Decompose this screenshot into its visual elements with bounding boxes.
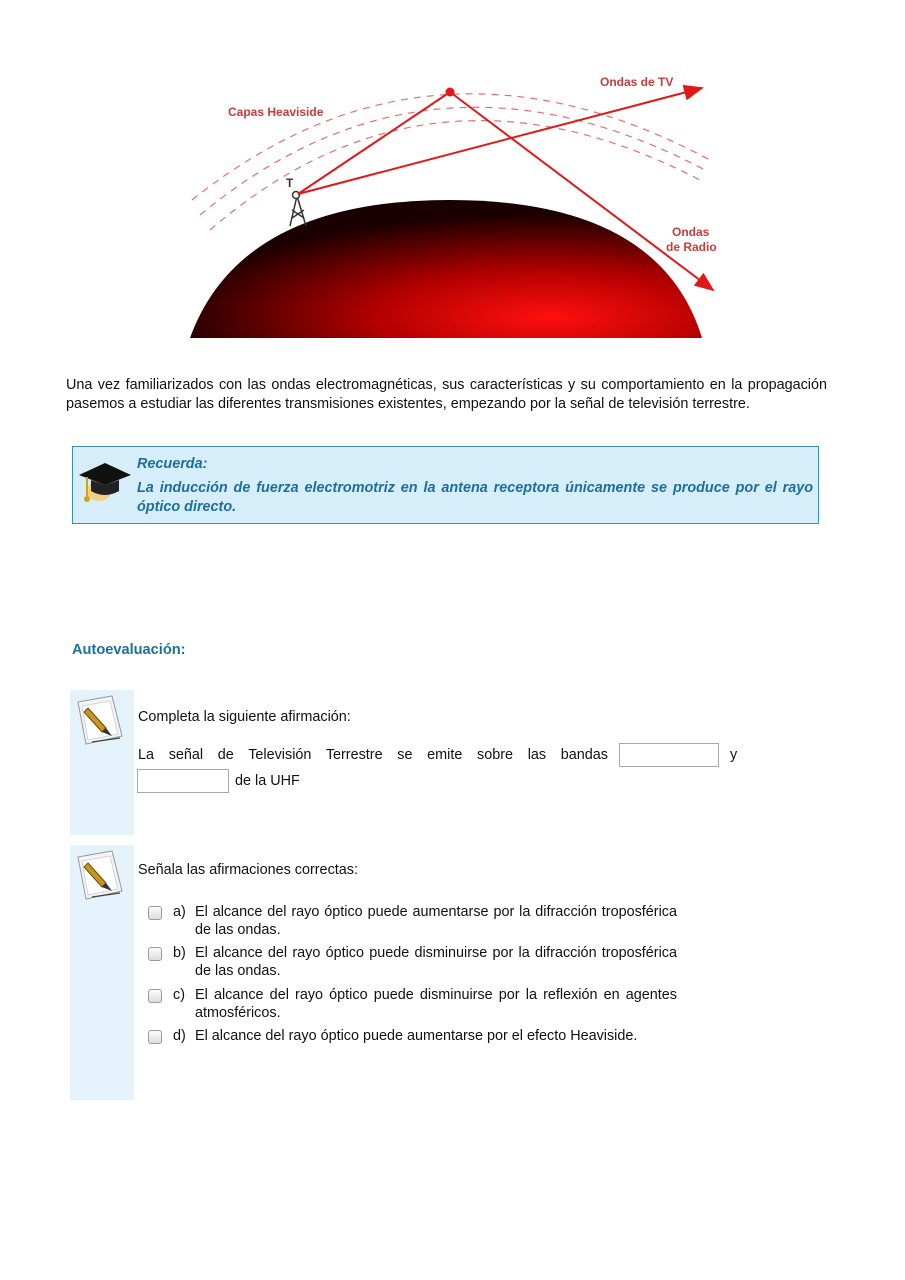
callout-text: La inducción de fuerza electromotriz en la antena receptora únicamente se produce por el rayo óptico directo. — [137, 480, 813, 515]
option-letter: b) — [173, 945, 186, 961]
question-1-sidebar — [70, 690, 134, 835]
callout-title: Recuerda: — [137, 456, 208, 472]
option-b-checkbox[interactable] — [148, 947, 162, 961]
intro-paragraph: Una vez familiarizados con las ondas electromagnéticas, sus características y su comportamiento en la propagación pasemos a estudiar las diferentes transmisiones existentes, empezando por la señal de televisión terrestre. — [66, 377, 827, 412]
heaviside-label: Capas Heaviside — [228, 105, 324, 119]
question-1-instruction: Completa la siguiente afirmación: — [138, 709, 351, 725]
radio-waves-label-line2: de Radio — [666, 240, 717, 254]
question-1-sentence-part1: La señal de Televisión Terrestre se emite sobre las bandas — [138, 747, 608, 763]
pen-paper-icon — [72, 847, 130, 905]
question-2-sidebar — [70, 845, 134, 1100]
option-text: El alcance del rayo óptico puede disminuirse por la difracción troposférica de las ondas. — [195, 945, 677, 979]
graduation-cap-icon — [77, 453, 133, 513]
option-text: El alcance del rayo óptico puede aumentarse por el efecto Heaviside. — [195, 1028, 638, 1044]
option-a-checkbox[interactable] — [148, 906, 162, 920]
band-blank-2[interactable] — [137, 769, 229, 793]
option-letter: c) — [173, 987, 185, 1003]
option-letter: d) — [173, 1028, 186, 1044]
band-blank-1[interactable] — [619, 743, 719, 767]
remember-callout — [72, 446, 819, 524]
reflection-point — [446, 88, 455, 97]
option-text: El alcance del rayo óptico puede disminuirse por la reflexión en agentes atmosféricos. — [195, 987, 677, 1021]
question-2-instruction: Señala las afirmaciones correctas: — [138, 862, 358, 878]
option-d-checkbox[interactable] — [148, 1030, 162, 1044]
transmitter-label: T — [286, 176, 294, 190]
radio-waves-label-line1: Ondas — [672, 225, 710, 239]
propagation-diagram — [180, 60, 720, 350]
question-1-sentence-part2: de la UHF — [235, 773, 300, 789]
option-text: El alcance del rayo óptico puede aumentarse por la difracción troposférica de las ondas. — [195, 904, 677, 938]
option-letter: a) — [173, 904, 186, 920]
antenna-icon — [290, 192, 306, 227]
tv-waves-label: Ondas de TV — [600, 75, 674, 89]
option-c-checkbox[interactable] — [148, 989, 162, 1003]
self-assessment-heading: Autoevaluación: — [72, 642, 186, 658]
pen-paper-icon — [72, 692, 130, 750]
question-1-connector: y — [730, 747, 738, 763]
earth-dome — [190, 200, 702, 338]
